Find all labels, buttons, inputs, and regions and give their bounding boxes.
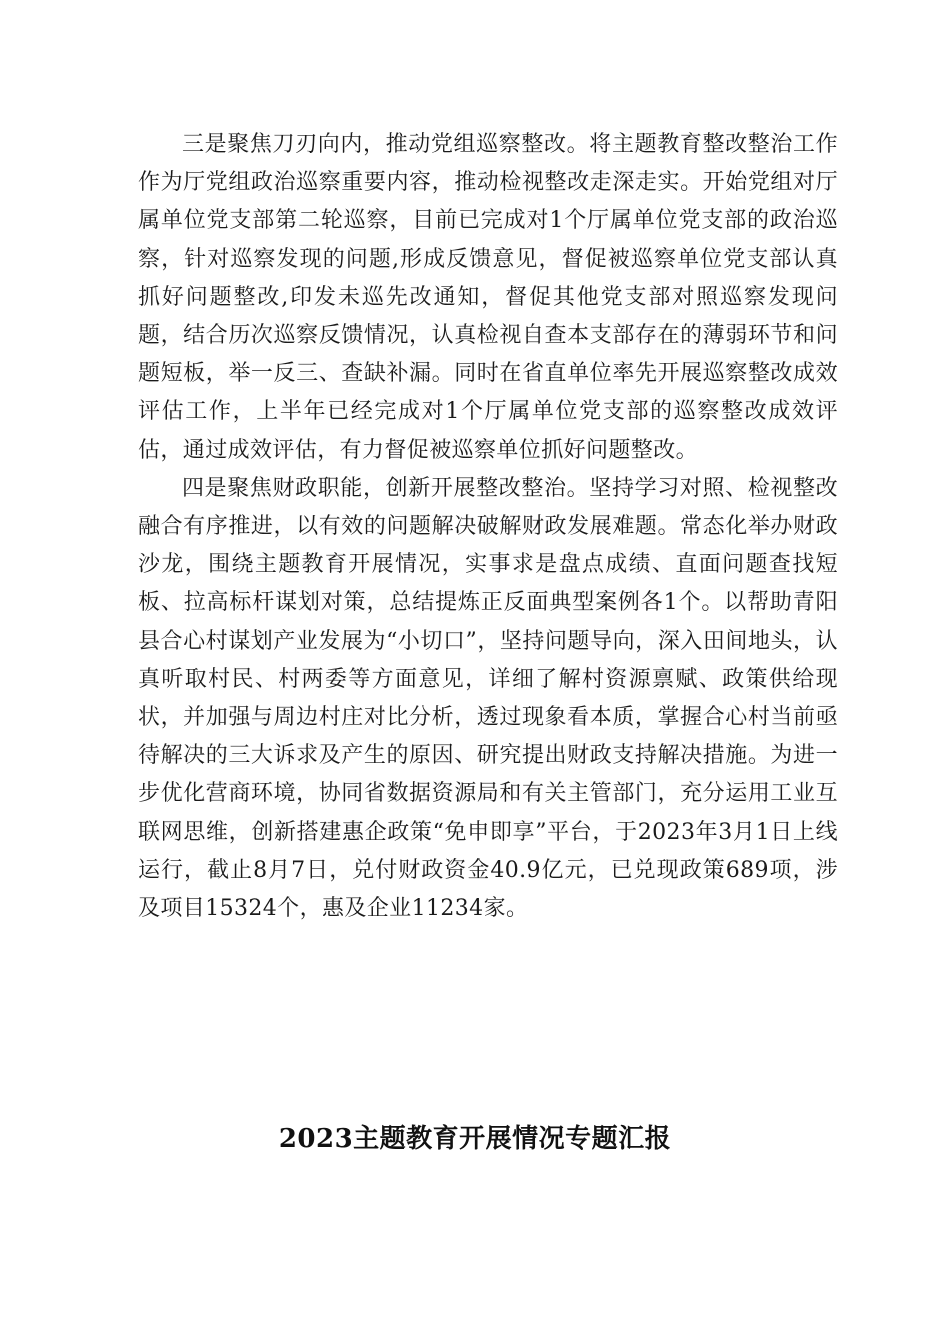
report-title: 2023主题教育开展情况专题汇报 (278, 1124, 672, 1154)
document-body (138, 126, 838, 928)
paragraph-finance-function: 四是聚焦财政职能，创新开展整改整治。坚持学习对照、检视整改融合有序推进，以有效的问题解决破解财政发展难题。常态化举办财政沙龙，围绕主题教育开展情况，实事求是盘点成绩、直面问题查找短板、拉高标杆谋划对策，总结提炼正反面典型案例各1个。以帮助青阳县合心村谋划产业发展为“小切口”，坚持问题导向，深入田间地头，认真听取村民、村两委等方面意见，详细了解村资源禀赋、政策供给现状，并加强与周边村庄对比分析，透过现象看本质，掌握合心村当前亟待解决的三大诉求及产生的原因、研究提出财政支持解决措施。为进一步优化营商环境，协同省数据资源局和有关主管部门，充分运用工业互联网思维，创新搭建惠企政策“免申即享”平台，于2023年3月1日上线运行，截止8月7日，兑付财政资金40.9亿元，已兑现政策689项，涉及项目15324个，惠及企业11234家。 (138, 475, 838, 922)
paragraph-inspection-rectification: 三是聚焦刀刃向内，推动党组巡察整改。将主题教育整改整治工作作为厅党组政治巡察重要内容，推动检视整改走深走实。开始党组对厅属单位党支部第二轮巡察，目前已完成对1个厅属单位党支部的政治巡察，针对巡察发现的问题,形成反馈意见，督促被巡察单位党支部认真抓好问题整改,印发未巡先改通知，督促其他党支部对照巡察发现问题，结合历次巡察反馈情况，认真检视自查本支部存在的薄弱环节和问题短板，举一反三、查缺补漏。同时在省直单位率先开展巡察整改成效评估工作，上半年已经完成对1个厅属单位党支部的巡察整改成效评估，通过成效评估，有力督促被巡察单位抓好问题整改。 (138, 132, 838, 463)
